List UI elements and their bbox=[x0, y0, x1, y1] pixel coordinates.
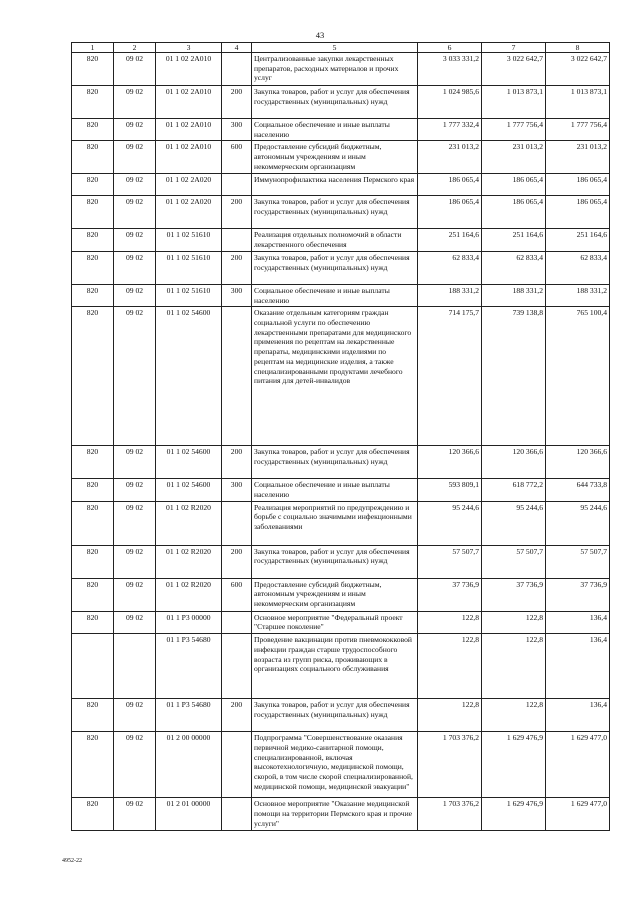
amount-year-2: 57 507,7 bbox=[482, 545, 546, 578]
amount-year-2: 251 164,6 bbox=[482, 229, 546, 251]
expense-type-code: 200 bbox=[222, 251, 252, 284]
target-article-code: 01 1 02 2A020 bbox=[156, 174, 222, 196]
table-row bbox=[72, 86, 610, 119]
amount-year-3: 644 733,8 bbox=[546, 479, 610, 501]
expense-name: Иммунопрофилактика населения Пермского края bbox=[252, 174, 418, 196]
table-row bbox=[72, 634, 610, 699]
amount-year-1: 1 703 376,2 bbox=[418, 798, 482, 831]
column-header: 4 bbox=[222, 43, 252, 53]
section-code: 09 02 bbox=[114, 196, 156, 229]
section-code: 09 02 bbox=[114, 119, 156, 141]
amount-year-2: 618 772,2 bbox=[482, 479, 546, 501]
amount-year-2: 186 065,4 bbox=[482, 174, 546, 196]
table-row bbox=[72, 732, 610, 798]
amount-year-3: 120 366,6 bbox=[546, 446, 610, 479]
column-header: 6 bbox=[418, 43, 482, 53]
table-row bbox=[72, 798, 610, 831]
amount-year-1: 62 833,4 bbox=[418, 251, 482, 284]
amount-year-1: 186 065,4 bbox=[418, 196, 482, 229]
expense-type-code: 200 bbox=[222, 86, 252, 119]
column-header: 7 bbox=[482, 43, 546, 53]
target-article-code: 01 1 02 51610 bbox=[156, 284, 222, 306]
amount-year-2: 1 629 476,9 bbox=[482, 798, 546, 831]
amount-year-2: 120 366,6 bbox=[482, 446, 546, 479]
table-row bbox=[72, 578, 610, 611]
department-code: 820 bbox=[72, 141, 114, 174]
target-article-code: 01 1 02 2A010 bbox=[156, 53, 222, 86]
amount-year-1: 186 065,4 bbox=[418, 174, 482, 196]
expense-name: Реализация отдельных полномочий в области лекарственного обеспечения bbox=[252, 229, 418, 251]
expense-name: Закупка товаров, работ и услуг для обеспечения государственных (муниципальных) нужд bbox=[252, 196, 418, 229]
amount-year-3: 136,4 bbox=[546, 611, 610, 633]
column-header: 3 bbox=[156, 43, 222, 53]
target-article-code: 01 1 P3 54680 bbox=[156, 634, 222, 699]
amount-year-2: 37 736,9 bbox=[482, 578, 546, 611]
department-code: 820 bbox=[72, 545, 114, 578]
expense-type-code: 200 bbox=[222, 699, 252, 732]
section-code: 09 02 bbox=[114, 446, 156, 479]
amount-year-1: 3 033 331,2 bbox=[418, 53, 482, 86]
amount-year-2: 1 629 476,9 bbox=[482, 732, 546, 798]
amount-year-1: 122,8 bbox=[418, 611, 482, 633]
department-code: 820 bbox=[72, 86, 114, 119]
target-article-code: 01 1 02 54600 bbox=[156, 307, 222, 446]
amount-year-3: 1 013 873,1 bbox=[546, 86, 610, 119]
amount-year-2: 739 138,8 bbox=[482, 307, 546, 446]
amount-year-3: 95 244,6 bbox=[546, 501, 610, 545]
expense-name: Централизованные закупки лекарственных препаратов, расходных материалов и прочих услуг bbox=[252, 53, 418, 86]
expense-name: Основное мероприятие "Оказание медицинской помощи на территории Пермского края и прочие услуги" bbox=[252, 798, 418, 831]
column-header: 8 bbox=[546, 43, 610, 53]
column-header: 5 bbox=[252, 43, 418, 53]
amount-year-3: 188 331,2 bbox=[546, 284, 610, 306]
department-code: 820 bbox=[72, 119, 114, 141]
amount-year-1: 1 703 376,2 bbox=[418, 732, 482, 798]
amount-year-2: 1 013 873,1 bbox=[482, 86, 546, 119]
amount-year-3: 1 777 756,4 bbox=[546, 119, 610, 141]
amount-year-1: 231 013,2 bbox=[418, 141, 482, 174]
section-code: 09 02 bbox=[114, 699, 156, 732]
amount-year-3: 136,4 bbox=[546, 634, 610, 699]
table-row bbox=[72, 196, 610, 229]
table-row bbox=[72, 545, 610, 578]
expense-name: Социальное обеспечение и иные выплаты населению bbox=[252, 284, 418, 306]
amount-year-2: 1 777 756,4 bbox=[482, 119, 546, 141]
target-article-code: 01 1 02 2A010 bbox=[156, 86, 222, 119]
target-article-code: 01 1 02 R2020 bbox=[156, 545, 222, 578]
target-article-code: 01 2 00 00000 bbox=[156, 732, 222, 798]
target-article-code: 01 1 02 54600 bbox=[156, 446, 222, 479]
department-code: 820 bbox=[72, 578, 114, 611]
budget-table bbox=[71, 42, 610, 831]
amount-year-1: 251 164,6 bbox=[418, 229, 482, 251]
amount-year-1: 593 809,1 bbox=[418, 479, 482, 501]
amount-year-2: 188 331,2 bbox=[482, 284, 546, 306]
section-code: 09 02 bbox=[114, 611, 156, 633]
amount-year-1: 714 175,7 bbox=[418, 307, 482, 446]
target-article-code: 01 1 02 2A010 bbox=[156, 141, 222, 174]
expense-type-code bbox=[222, 174, 252, 196]
expense-name: Социальное обеспечение и иные выплаты населению bbox=[252, 479, 418, 501]
table-row bbox=[72, 174, 610, 196]
expense-name: Основное мероприятие "Федеральный проект "Старшее поколение" bbox=[252, 611, 418, 633]
amount-year-1: 1 024 985,6 bbox=[418, 86, 482, 119]
table-row bbox=[72, 229, 610, 251]
section-code: 09 02 bbox=[114, 732, 156, 798]
target-article-code: 01 1 02 R2020 bbox=[156, 578, 222, 611]
expense-name: Закупка товаров, работ и услуг для обеспечения государственных (муниципальных) нужд bbox=[252, 699, 418, 732]
department-code: 820 bbox=[72, 699, 114, 732]
section-code bbox=[114, 634, 156, 699]
column-header: 2 bbox=[114, 43, 156, 53]
target-article-code: 01 1 02 2A010 bbox=[156, 119, 222, 141]
amount-year-3: 1 629 477,0 bbox=[546, 732, 610, 798]
header-row bbox=[72, 43, 610, 53]
department-code: 820 bbox=[72, 611, 114, 633]
department-code: 820 bbox=[72, 798, 114, 831]
amount-year-1: 95 244,6 bbox=[418, 501, 482, 545]
expense-name: Закупка товаров, работ и услуг для обеспечения государственных (муниципальных) нужд bbox=[252, 86, 418, 119]
department-code: 820 bbox=[72, 251, 114, 284]
target-article-code: 01 1 02 54600 bbox=[156, 479, 222, 501]
table-row bbox=[72, 699, 610, 732]
amount-year-1: 1 777 332,4 bbox=[418, 119, 482, 141]
table-row bbox=[72, 501, 610, 545]
amount-year-3: 37 736,9 bbox=[546, 578, 610, 611]
page-number: 43 bbox=[315, 30, 325, 40]
target-article-code: 01 1 02 2A020 bbox=[156, 196, 222, 229]
amount-year-2: 122,8 bbox=[482, 611, 546, 633]
table-row bbox=[72, 611, 610, 633]
table-row bbox=[72, 479, 610, 501]
amount-year-1: 57 507,7 bbox=[418, 545, 482, 578]
expense-type-code: 300 bbox=[222, 119, 252, 141]
section-code: 09 02 bbox=[114, 307, 156, 446]
department-code: 820 bbox=[72, 53, 114, 86]
expense-name: Проведение вакцинации против пневмококковой инфекции граждан старше трудоспособного возраста из групп риска, проживающих в организациях социального обслуживания bbox=[252, 634, 418, 699]
department-code: 820 bbox=[72, 501, 114, 545]
department-code: 820 bbox=[72, 479, 114, 501]
amount-year-2: 231 013,2 bbox=[482, 141, 546, 174]
expense-name: Оказание отдельным категориям граждан социальной услуги по обеспечению лекарственными препаратами для медицинского применения по рецептам на лекарственные препараты, медицинскими изделиями по рецептам на медицинские изделия, а также специализированными продуктами лечебного питания для детей-инвалидов bbox=[252, 307, 418, 446]
department-code: 820 bbox=[72, 196, 114, 229]
expense-type-code: 600 bbox=[222, 141, 252, 174]
table-row bbox=[72, 119, 610, 141]
expense-name: Закупка товаров, работ и услуг для обеспечения государственных (муниципальных) нужд bbox=[252, 545, 418, 578]
amount-year-3: 186 065,4 bbox=[546, 196, 610, 229]
amount-year-3: 231 013,2 bbox=[546, 141, 610, 174]
column-header: 1 bbox=[72, 43, 114, 53]
expense-name: Подпрограмма "Совершенствование оказания первичной медико-санитарной помощи, специализированной, включая высокотехнологичную, медицинской помощи, скорой, в том числе скорой специализированной, медицинской помощи, медицинской эвакуации" bbox=[252, 732, 418, 798]
section-code: 09 02 bbox=[114, 229, 156, 251]
target-article-code: 01 2 01 00000 bbox=[156, 798, 222, 831]
amount-year-2: 62 833,4 bbox=[482, 251, 546, 284]
expense-type-code: 300 bbox=[222, 479, 252, 501]
expense-name: Социальное обеспечение и иные выплаты населению bbox=[252, 119, 418, 141]
amount-year-3: 62 833,4 bbox=[546, 251, 610, 284]
amount-year-2: 122,8 bbox=[482, 634, 546, 699]
expense-name: Реализация мероприятий по предупреждению и борьбе с социально значимыми инфекционными заболеваниями bbox=[252, 501, 418, 545]
expense-type-code: 200 bbox=[222, 446, 252, 479]
table-row bbox=[72, 251, 610, 284]
amount-year-1: 37 736,9 bbox=[418, 578, 482, 611]
expense-type-code: 600 bbox=[222, 578, 252, 611]
expense-type-code bbox=[222, 53, 252, 86]
section-code: 09 02 bbox=[114, 53, 156, 86]
expense-type-code bbox=[222, 501, 252, 545]
department-code bbox=[72, 634, 114, 699]
department-code: 820 bbox=[72, 732, 114, 798]
expense-type-code bbox=[222, 307, 252, 446]
expense-type-code bbox=[222, 634, 252, 699]
table-row bbox=[72, 284, 610, 306]
amount-year-1: 122,8 bbox=[418, 699, 482, 732]
section-code: 09 02 bbox=[114, 798, 156, 831]
department-code: 820 bbox=[72, 307, 114, 446]
expense-name: Закупка товаров, работ и услуг для обеспечения государственных (муниципальных) нужд bbox=[252, 446, 418, 479]
amount-year-3: 251 164,6 bbox=[546, 229, 610, 251]
section-code: 09 02 bbox=[114, 501, 156, 545]
expense-type-code bbox=[222, 798, 252, 831]
amount-year-3: 765 100,4 bbox=[546, 307, 610, 446]
amount-year-2: 3 022 642,7 bbox=[482, 53, 546, 86]
amount-year-2: 95 244,6 bbox=[482, 501, 546, 545]
section-code: 09 02 bbox=[114, 479, 156, 501]
section-code: 09 02 bbox=[114, 545, 156, 578]
table-body bbox=[72, 53, 610, 831]
amount-year-1: 188 331,2 bbox=[418, 284, 482, 306]
expense-type-code bbox=[222, 229, 252, 251]
section-code: 09 02 bbox=[114, 284, 156, 306]
table-row bbox=[72, 141, 610, 174]
amount-year-3: 186 065,4 bbox=[546, 174, 610, 196]
expense-type-code: 200 bbox=[222, 545, 252, 578]
expense-name: Предоставление субсидий бюджетным, автономным учреждениям и иным некоммерческим организациям bbox=[252, 578, 418, 611]
table-row bbox=[72, 53, 610, 86]
amount-year-3: 3 022 642,7 bbox=[546, 53, 610, 86]
amount-year-3: 57 507,7 bbox=[546, 545, 610, 578]
department-code: 820 bbox=[72, 446, 114, 479]
section-code: 09 02 bbox=[114, 251, 156, 284]
target-article-code: 01 1 02 51610 bbox=[156, 251, 222, 284]
section-code: 09 02 bbox=[114, 86, 156, 119]
amount-year-1: 122,8 bbox=[418, 634, 482, 699]
amount-year-3: 136,4 bbox=[546, 699, 610, 732]
expense-name: Предоставление субсидий бюджетным, автономным учреждениям и иным некоммерческим организациям bbox=[252, 141, 418, 174]
target-article-code: 01 1 02 51610 bbox=[156, 229, 222, 251]
target-article-code: 01 1 P3 54680 bbox=[156, 699, 222, 732]
table-row bbox=[72, 446, 610, 479]
document-code: 4952-22 bbox=[62, 858, 82, 864]
expense-type-code: 200 bbox=[222, 196, 252, 229]
expense-name: Закупка товаров, работ и услуг для обеспечения государственных (муниципальных) нужд bbox=[252, 251, 418, 284]
amount-year-2: 122,8 bbox=[482, 699, 546, 732]
target-article-code: 01 1 02 R2020 bbox=[156, 501, 222, 545]
section-code: 09 02 bbox=[114, 174, 156, 196]
table-row bbox=[72, 307, 610, 446]
amount-year-1: 120 366,6 bbox=[418, 446, 482, 479]
target-article-code: 01 1 P3 00000 bbox=[156, 611, 222, 633]
amount-year-2: 186 065,4 bbox=[482, 196, 546, 229]
department-code: 820 bbox=[72, 229, 114, 251]
department-code: 820 bbox=[72, 284, 114, 306]
section-code: 09 02 bbox=[114, 578, 156, 611]
expense-type-code bbox=[222, 611, 252, 633]
section-code: 09 02 bbox=[114, 141, 156, 174]
expense-type-code: 300 bbox=[222, 284, 252, 306]
expense-type-code bbox=[222, 732, 252, 798]
amount-year-3: 1 629 477,0 bbox=[546, 798, 610, 831]
department-code: 820 bbox=[72, 174, 114, 196]
